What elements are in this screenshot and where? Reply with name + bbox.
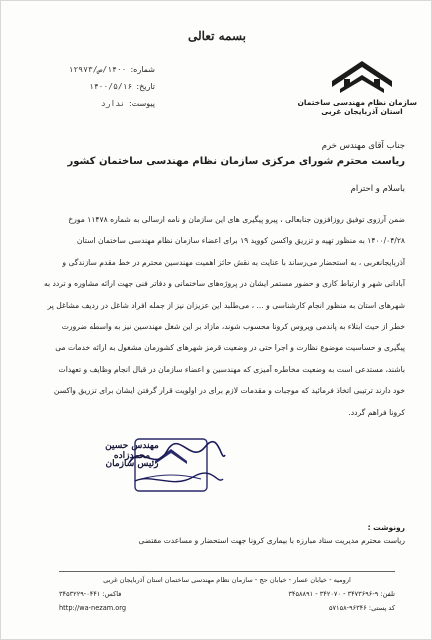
- body-line: آبادانی شهر و ارتباط کاری و حضور مستمر ایشان در پروژه‌های ساختمانی و دفاتر فنی جهت ارائه مشاوره و تردد به: [43, 279, 405, 289]
- letterhead-footer: [59, 571, 395, 615]
- footer-postal: کد پستی: ۹۶۳۴۶-۵۷۱۵۸: [328, 604, 395, 612]
- org-logo-icon: [330, 55, 394, 95]
- body-line: آذربایجانغربی ، به استحضار می‌رساند با عنایت به نقش حائز اهمیت مهندسین محترم در خط مقدم سازندگی و: [62, 257, 405, 267]
- footer-fax: فاکس: ۰۴۴۱-۳۴۵۳۲۲۹: [59, 590, 122, 598]
- meta-date: تاریخ: ۱۴۰۰/۵/۱۶: [89, 82, 155, 91]
- meta-number: شماره: ۱۴۰۰/ص/۱۲۹۷۳: [68, 65, 155, 74]
- addressee-name: جناب آقای مهندس خرم: [321, 141, 405, 151]
- signer-title: رئیس سازمان: [105, 459, 159, 469]
- footer-contact: [59, 587, 395, 601]
- greeting: باسلام و احترام: [350, 184, 405, 194]
- cc-recipient: ریاست محترم مدیریت ستاد مبارزه با بیماری کرونا جهت استحضار و مساعدت مقتضی: [138, 536, 405, 545]
- body-line: کرونا فراهم گردد.: [348, 407, 405, 417]
- org-name-line1: سازمان نظام مهندسی ساختمان: [297, 98, 417, 107]
- addressee-block: [21, 139, 405, 169]
- cc-label: رونوشت :: [367, 523, 405, 532]
- body-line: باشند، مستدعی است به وضعیت مخاطره آمیزی که مهندسین و اعضاء سازمان در قبال انجام وظایف و تعهدات: [58, 364, 405, 374]
- org-name-line2: استان آذربایجان غربی: [321, 107, 403, 116]
- footer-website[interactable]: http://wa-nezam.org: [59, 604, 127, 612]
- meta-attachment: پیوست: ندارد: [100, 99, 155, 108]
- body-line: ۱۴۰۰/۰۴/۲۸ به منظور تهیه و تزریق واکسن کووید ۱۹ برای اعضاء سازمان نظام مهندسی ساختمان استان: [76, 236, 405, 246]
- body-line: شهرهای استان به منظور انجام کارشناسی و ... ، می‌طلبد این عزیزان نیز از جمله افراد شاغل در ردیف مشاغل پر: [47, 300, 405, 310]
- letter-body: [23, 209, 405, 423]
- addressee-title: ریاست محترم شورای مرکزی سازمان نظام مهندسی ساختمان کشور: [67, 156, 405, 167]
- org-logo: [297, 55, 417, 116]
- footer-bottom: [59, 601, 395, 615]
- cc-block: [23, 521, 405, 547]
- footer-phones: تلفن: ۹-۳۴۷۳۶۹۶ - ۳۴۲۰۷۰ - ۳۴۵۸۸۹۱: [288, 590, 395, 598]
- body-line: پیگیری و حساسیت موضوع نظارت و اجرا حتی در وضعیت قرمز شهرهای کشورمان مشغول به ارائه خدمات می: [55, 343, 405, 353]
- body-line: خطر از حیث ابتلاء به پاندمی ویروس کرونا محسوب شوند، مازاد بر این شغل مهندسین نیز به واسطه ضرورت: [61, 322, 405, 332]
- footer-address: ارومیه - خیابان عسار - خیابان حج - سازمان نظام مهندسی ساختمان استان آذربایجان غربی: [59, 571, 395, 587]
- signer-name: مهندس حسین محمدزاده: [105, 441, 159, 461]
- body-line: خود دارند ترتیبی اتخاذ فرمائید که موجبات و مقدمات لازم برای در اولویت قرار گرفتن ایشان برای تزریق واکسن: [53, 386, 405, 396]
- letter-meta: [15, 61, 155, 112]
- body-line: ضمن آرزوی توفیق روزافزون جنابعالی ، پیرو پیگیری های این سازمان و نامه ارسالی به شماره ۱۱۴۷۸ مورخ: [68, 215, 405, 224]
- bismillah-heading: بسمه تعالی: [187, 29, 247, 43]
